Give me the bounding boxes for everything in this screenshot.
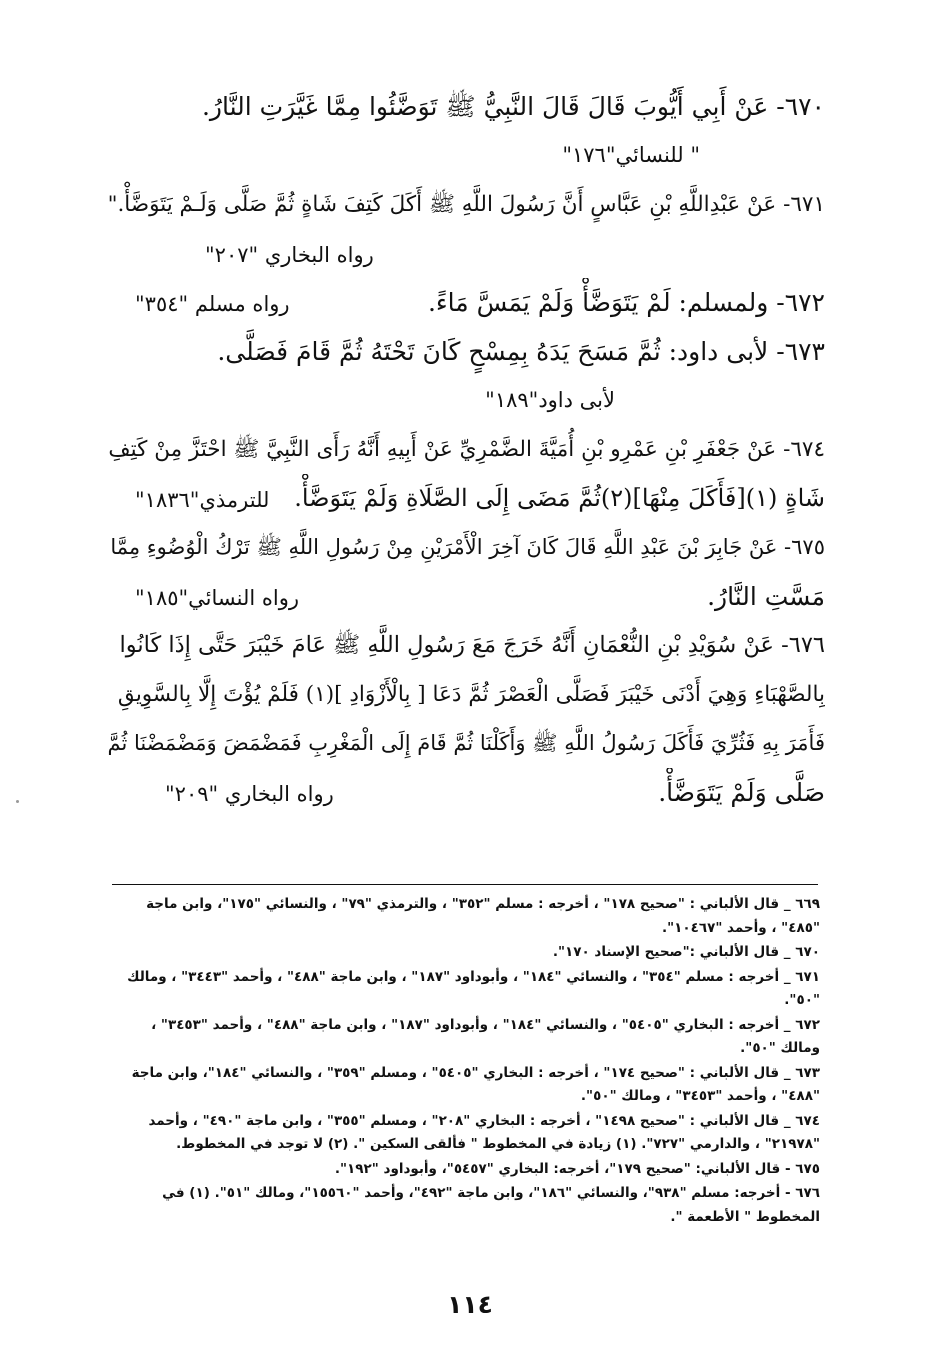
hadith-number: ٦٧٦ (788, 632, 825, 658)
source-line (105, 131, 825, 180)
hadith-text: فَأَمَرَ بِهِ فَثُرِّيَ فَأَكَلَ رَسُولُ اللَّهِ ﷺ وَأَكَلْنَا ثُمَّ قَامَ إِلَى الْمَغْرِبِ فَمَضْمَضَ وَمَضْمَضْنَا ثُمَّ (107, 731, 825, 755)
hadith-672 (105, 278, 825, 327)
hadith-673 (105, 327, 825, 376)
hadith-text: شَاةٍ (١)[فَأَكَلَ مِنْهَا](٢)ثُمَّ مَضَى إِلَى الصَّلَاةِ وَلَمْ يَتَوَضَّأْ. (294, 484, 825, 512)
footnote-item: ٦٧٢ _ أخرجه : البخاري "٥٤٠٥" ، والنسائي "١٨٤" ، وأبوداود "١٨٧" ، وابن ماجة "٤٨٨" ، وأحمد "٣٤٥٣" ، ومالك "٥٠". (151, 1016, 820, 1056)
hadith-number: ٦٧٣ (784, 337, 825, 366)
hadith-675 (105, 523, 825, 572)
source-note: " للنسائي"١٧٦" (562, 143, 700, 167)
hadith-674 (105, 425, 825, 474)
hadith-text: - عَنْ جَابِرَ بْنَ عَبْدِ اللَّهِ قَالَ كَانَ آخِرَ الْأَمْرَيْنِ مِنْ رَسُولِ اللَّهِ ﷺ تَرْكُ الْوُضُوءِ مِمَّا (110, 535, 792, 559)
footnote-item: ٦٧٦ - أخرجه: مسلم "٩٣٨"، والنسائي "١٨٦"، وابن ماجة "٤٩٢"، وأحمد "١٥٥٦٠"، ومالك "٥١". (١) في المخطوط " الأطعمة ". (162, 1185, 820, 1225)
source-note: لأبى داود"١٨٩" (485, 388, 615, 412)
footnote-item: ٦٧٤ _ قال الألباني : "صحيح ١٤٩٨" ، أخرجه : البخاري "٢٠٨" ، ومسلم "٣٥٥" ، وابن ماجة "٤٩٠" ، وأحمد "٢١٩٧٨" ، والدارمي "٧٢٧". (١) زيادة في المخطوط " فألقى السكين ". (٢) لا توجد في المخطوط. (148, 1112, 820, 1152)
page-number: ١١٤ (447, 1290, 493, 1319)
hadith-676-cont (105, 719, 825, 768)
hadith-text: - عَنْ أَبِي أَيُّوبَ قَالَ قَالَ النَّبِيُّ ﷺ تَوَضَّئُوا مِمَّا غَيَّرَتِ النَّارُ. (201, 92, 785, 121)
hadith-number: ٦٧١ (790, 192, 825, 217)
hadith-text: مَسَّتِ النَّارُ. (707, 582, 825, 611)
source-note: رواه النسائي"١٨٥" (135, 586, 300, 610)
hadith-676 (105, 621, 825, 670)
hadith-text: بِالصَّهْبَاءِ وَهِيَ أَدْنَى خَيْبَرَ فَصَلَّى الْعَصْرَ ثُمَّ دَعَا [ بِالْأَزْوَادِ ](١) فَلَمْ يُؤْتَ إِلَّا بِالسَّوِيقِ (117, 682, 825, 707)
footnote-item: ٦٦٩ _ قال الألباني : "صحيح ١٧٨" ، أخرجه : مسلم "٣٥٢" ، والترمذي "٧٩" ، والنسائي "١٧٥"، وابن ماجة "٤٨٥" ، وأحمد "١٠٤٦٧". (146, 896, 820, 936)
source-note: للترمذي"١٨٣٦" (135, 488, 270, 512)
hadith-number: ٦٧٤ (790, 437, 825, 462)
source-note: رواه البخاري "٢٠٩" (165, 782, 334, 806)
hadith-text: - ولمسلم: لَمْ يَتَوَضَّأْ وَلَمْ يَمَسَّ مَاءً. (427, 288, 785, 317)
source-line (105, 229, 825, 278)
hadith-number: ٦٧٥ (791, 535, 825, 559)
footnote-item: ٦٧٥ - قال الألباني: "صحيح ١٧٩"، أخرجه: البخاري "٥٤٥٧"، وأبوداود "١٩٢". (334, 1160, 820, 1177)
footnote-item: ٦٧٣ _ قال الألباني : "صحيح ١٧٤" ، أخرجه : البخاري "٥٤٠٥" ، ومسلم "٣٥٩" ، والنسائي "١٨٤"، وابن ماجة "٤٨٨" ، وأحمد "٣٤٥٣" ، ومالك "٥٠". (131, 1064, 820, 1104)
hadith-text: - عَنْ سُوَيْدِ بْنِ النُّعْمَانِ أَنَّهُ خَرَجَ مَعَ رَسُولِ اللَّهِ ﷺ عَامَ خَيْبَرَ حَتَّى إِذَا كَانُوا (119, 632, 789, 658)
footnote-item: ٦٧١ _ أخرجه : مسلم "٣٥٤" ، والنسائي "١٨٤" ، وأبوداود "١٨٧" ، وابن ماجة "٤٨٨" ، وأحمد "٣٤٤٣" ، ومالك "٥٠". (127, 968, 820, 1008)
hadith-text: صَلَّى وَلَمْ يَتَوَضَّأْ. (658, 778, 825, 807)
hadith-671 (105, 180, 825, 229)
hadith-676-cont (105, 768, 825, 817)
hadith-text: - عَنْ عَبْدِاللَّهِ بْنِ عَبَّاسٍ أَنَّ رَسُولَ اللَّهِ ﷺ أَكَلَ كَتِفَ شَاةٍ ثُمَّ صَلَّى وَلَـمْ يَتَوَضَّأْ." (107, 192, 791, 217)
hadith-675-cont (105, 572, 825, 621)
source-note: رواه البخاري "٢٠٧" (205, 243, 374, 267)
footnote-item: ٦٧٠ _ قال الألباني :"صحيح الإسناد ١٧٠". (552, 944, 820, 960)
hadith-670 (105, 82, 825, 131)
hadith-text: - عَنْ جَعْفَرِ بْنِ عَمْرِو بْنِ أُمَيَّةَ الضَّمْرِيِّ عَنْ أَبِيهِ أَنَّهُ رَأَى النَّبِيَّ ﷺ احْتَزَّ مِنْ كَتِفِ (108, 437, 791, 462)
footnote-divider (112, 884, 818, 885)
hadith-674-cont (105, 474, 825, 523)
source-note: رواه مسلم "٣٥٤" (135, 292, 290, 316)
hadith-number: ٦٧٠ (784, 92, 825, 121)
footnotes (108, 893, 820, 1230)
hadith-text-block (105, 82, 825, 817)
scan-speck (16, 800, 19, 803)
hadith-676-cont (105, 670, 825, 719)
hadith-number: ٦٧٢ (784, 288, 825, 317)
hadith-text: - لأبى داود: ثُمَّ مَسَحَ يَدَهُ بِمِسْحٍ كَانَ تَحْتَهُ ثُمَّ قَامَ فَصَلَّى. (217, 337, 785, 366)
source-line (105, 376, 825, 425)
